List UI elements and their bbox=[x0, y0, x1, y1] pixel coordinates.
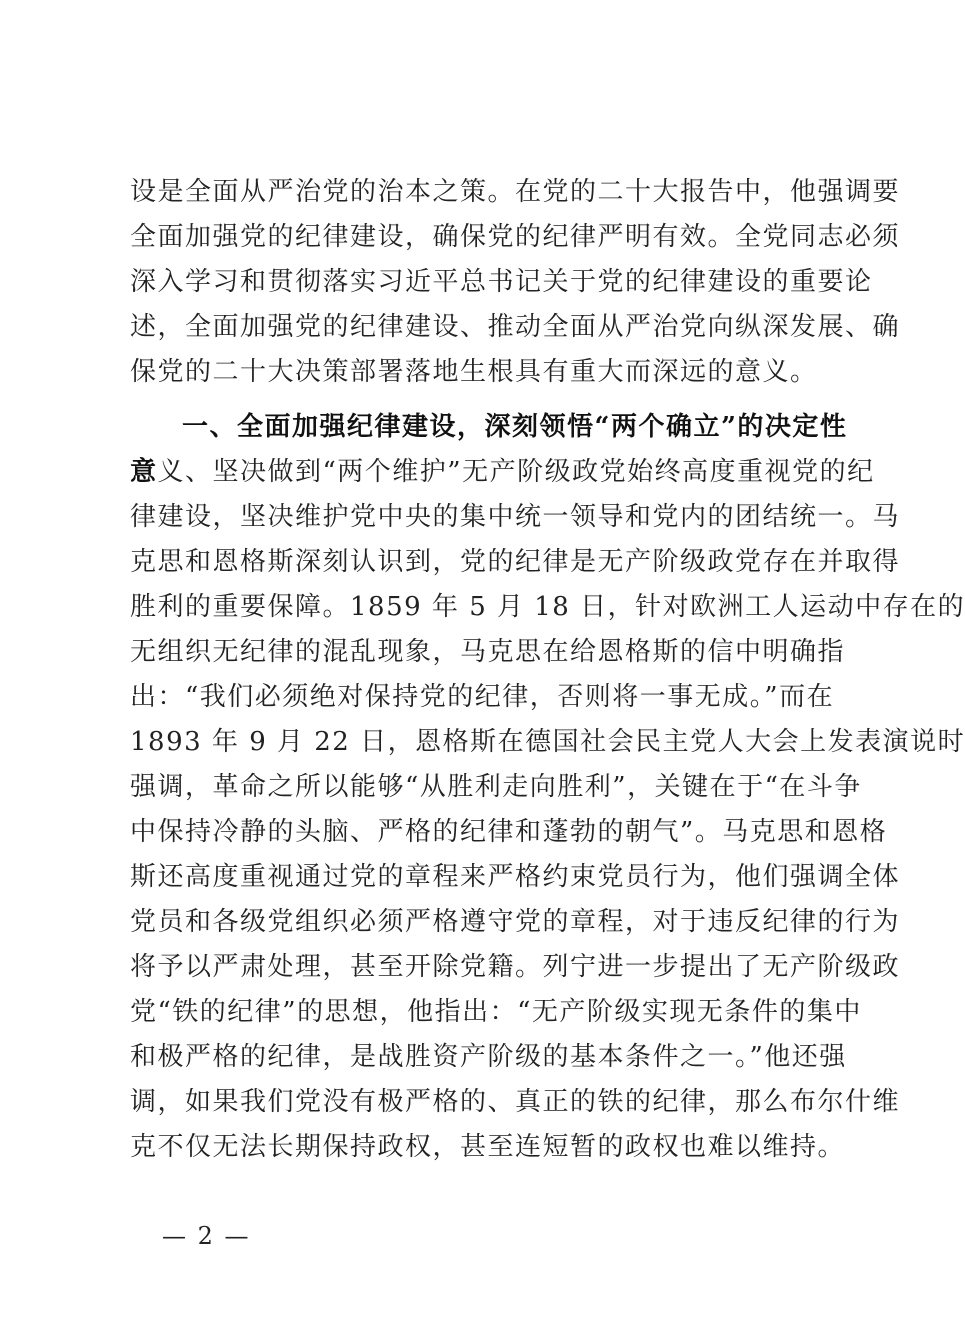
text-line: 胜利的重要保障。1859 年 5 月 18 日，针对欧洲工人运动中存在的 bbox=[130, 592, 965, 622]
text-line: 将予以严肃处理，甚至开除党籍。列宁进一步提出了无产阶级政 bbox=[130, 952, 901, 982]
text-line: 中保持冷静的头脑、严格的纪律和蓬勃的朝气”。马克思和恩格 bbox=[130, 817, 888, 847]
page-number: — 2 — bbox=[162, 1222, 251, 1250]
text-line: 无组织无纪律的混乱现象，马克思在给恩格斯的信中明确指 bbox=[130, 637, 846, 667]
text-line: 党员和各级党组织必须严格遵守党的章程，对于违反纪律的行为 bbox=[130, 907, 901, 937]
text-line: 1893 年 9 月 22 日，恩格斯在德国社会民主党人大会上发表演说时 bbox=[130, 727, 965, 757]
text-line: 调，如果我们党没有极严格的、真正的铁的纪律，那么布尔什维 bbox=[130, 1087, 901, 1117]
text-span: 义、坚决做到“两个维护”无产阶级政党始终高度重视党的纪 bbox=[157, 457, 875, 487]
text-line: 全面加强党的纪律建设，确保党的纪律严明有效。全党同志必须 bbox=[130, 222, 901, 252]
body-text bbox=[130, 170, 965, 1170]
section-heading-end: 意 bbox=[130, 457, 158, 487]
text-line: 出：“我们必须绝对保持党的纪律，否则将一事无成。”而在 bbox=[130, 682, 835, 712]
text-line: 斯还高度重视通过党的章程来严格约束党员行为，他们强调全体 bbox=[130, 862, 901, 892]
text-line: 律建设，坚决维护党中央的集中统一领导和党内的团结统一。马 bbox=[130, 502, 901, 532]
section-heading: 一、全面加强纪律建设，深刻领悟“两个确立”的决定性 bbox=[182, 412, 848, 442]
paragraph-intro bbox=[130, 170, 901, 395]
text-line bbox=[130, 450, 875, 495]
text-line: 设是全面从严治党的治本之策。在党的二十大报告中，他强调要 bbox=[130, 177, 901, 207]
text-line: 和极严格的纪律，是战胜资产阶级的基本条件之一。”他还强 bbox=[130, 1042, 847, 1072]
text-line: 深入学习和贯彻落实习近平总书记关于党的纪律建设的重要论 bbox=[130, 267, 873, 297]
paragraph-gap bbox=[130, 395, 830, 405]
text-line: 保党的二十大决策部署落地生根具有重大而深远的意义。 bbox=[130, 357, 818, 387]
text-line: 克思和恩格斯深刻认识到，党的纪律是无产阶级政党存在并取得 bbox=[130, 547, 901, 577]
text-line: 述，全面加强党的纪律建设、推动全面从严治党向纵深发展、确 bbox=[130, 312, 901, 342]
section-one bbox=[130, 405, 965, 1170]
text-line: 党“铁的纪律”的思想，他指出：“无产阶级实现无条件的集中 bbox=[130, 997, 862, 1027]
text-line: 强调，革命之所以能够“从胜利走向胜利”，关键在于“在斗争 bbox=[130, 772, 862, 802]
text-line: 克不仅无法长期保持政权，甚至连短暂的政权也难以维持。 bbox=[130, 1132, 846, 1162]
